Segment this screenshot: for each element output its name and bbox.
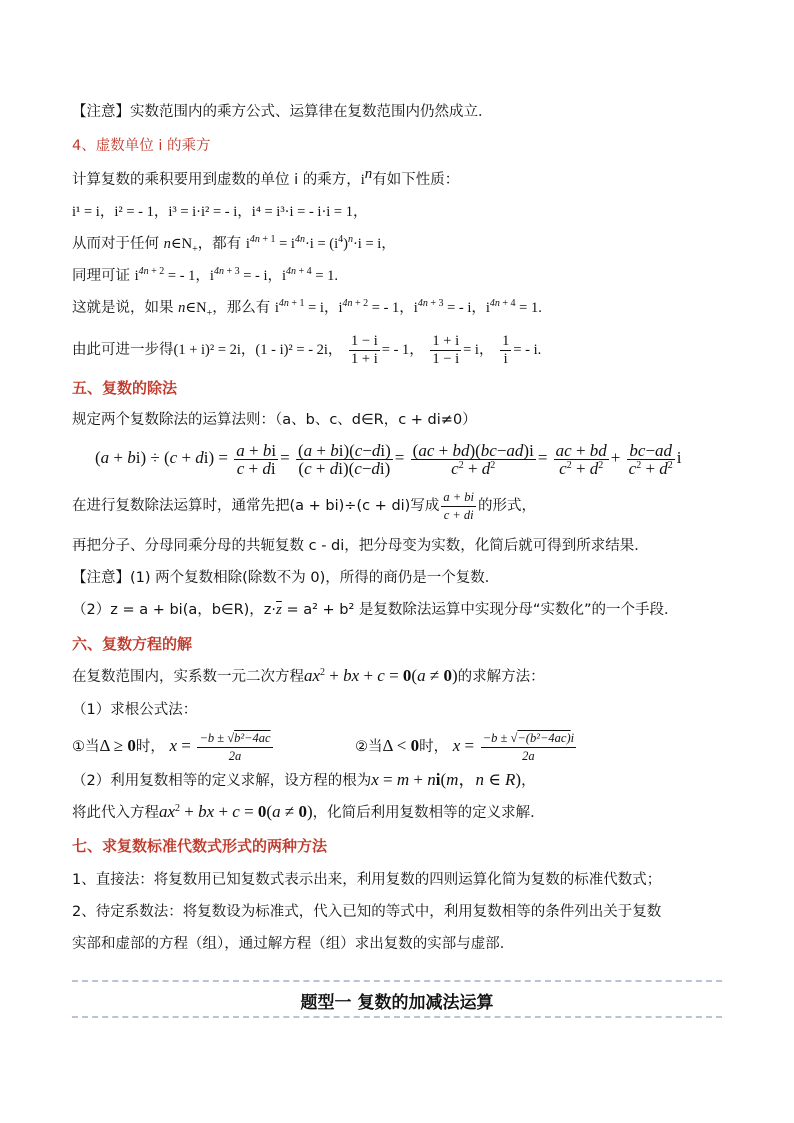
summary-line [72, 298, 542, 324]
case1-text2: 时， [135, 739, 165, 755]
z-bar-symbol: $\overline{z}$ [276, 602, 282, 618]
division-note1: 【注意】(1) 两个复数相除(除数不为 0)，所得的商仍是一个复数． [72, 570, 500, 586]
fraction-1: $\frac{1 - i}{1 + i}$ [351, 332, 378, 367]
method-direct: 1、直接法：将复数用已知复数式表示出来，利用复数的四则运算化简为复数的标准代数式； [72, 872, 662, 888]
any-n-text: 从而对于任何 [72, 236, 159, 252]
subst-text2: ，化简后利用复数相等的定义求解． [312, 805, 545, 821]
case2-text2: 时， [419, 739, 449, 755]
summary-formula: $i^{4n + 1} = i$，$i^{4n + 2}$ = - 1，$i^{4n + 3}$ = - i，$i^{4n + 4} = 1$. [274, 298, 542, 316]
further-line: 由此可进一步得(1 + i)² = 2i，(1 - i)² = - 2i， $\frac{1 - i}{1 + i}$ = - 1， $\frac{1 + i}{1 - i}$ = i， $\frac{1}{i}$ = - i. [72, 332, 542, 367]
any-n-text2: ，都有 [197, 236, 242, 252]
i-n-symbol: $i^n$ [360, 166, 373, 188]
method-undetermined-cont: 实部和虚部的方程（组），通过解方程（组）求出复数的实部与虚部． [72, 936, 515, 952]
method2 [72, 770, 536, 791]
summary-cond: $n\in N_+$ [178, 300, 213, 319]
section4-heading: 4、虚数单位 i 的乘方 [72, 138, 211, 154]
root-formula-complex: $\frac{\text{−b ± √−(b²−4ac)i}}{2a}$ [482, 730, 575, 763]
summary-text: 这就是说，如果 [72, 300, 174, 316]
root-form: x = m + ni(m，n ∈ R) [371, 770, 522, 789]
same-proof-line [72, 266, 338, 286]
quadratic-eq: $ax^2$ + bx + c = 0(a ≠ 0) [304, 666, 458, 685]
intro-text-end: 有如下性质： [372, 172, 460, 188]
division-formula: (a + bi) ÷ (c + di) = $\frac{a + bi}{c + di}$ = $\frac{(a + bi)(c-di)}{(c + di)(c-di)}$ = $\frac{(ac + bd)(bc-ad)i}{c^2 + d^2}$ = $\frac{ac + bd}{c^2 + d^2}$ + $\frac{bc-ad}{c^2 + d^2}$ i [95, 440, 682, 478]
substitute-line [72, 802, 545, 823]
section6-heading: 六、复数方程的解 [72, 635, 193, 653]
section7-heading: 七、求复数标准代数式形式的两种方法 [72, 837, 328, 855]
divide-line [72, 488, 536, 524]
note2-text2: = a² + b² 是复数除法运算中实现分母“实数化”的一个手段． [281, 602, 679, 618]
divide-fraction: $\frac{a + bi}{c + di}$ [443, 489, 475, 522]
any-n-line [72, 234, 396, 260]
powers-line: i¹ = i，i² = - 1，i³ = i·i² = - i，i⁴ = i³·i = - i·i = 1， [72, 204, 368, 220]
case1: ①当Δ ≥ 0时， x = $\frac{\text{−b ± √b²−4ac}}{2a}$ [72, 730, 271, 763]
method1-label: （1）求根公式法： [72, 702, 198, 718]
conjugate-line: 再把分子、分母同乘分母的共轭复数 c - di，把分母变为实数，化简后就可得到所求结果． [72, 538, 649, 554]
case2: ②当Δ < 0时， x = $\frac{\text{−b ± √−(b²−4ac)i}}{2a}$ [355, 730, 575, 763]
note2-text: （2）z = a + bi(a，b∈R)，z· [72, 602, 277, 618]
further-text: 由此可进一步得(1 + i)² = 2i，(1 - i)² = - 2i， [72, 342, 343, 358]
fraction-3: $\frac{1}{i}$ [502, 332, 510, 367]
section4-intro [72, 166, 460, 190]
fraction-2: $\frac{1 + i}{1 - i}$ [432, 332, 460, 367]
method-undetermined: 2、待定系数法：将复数设为标准式，代入已知的等式中，利用复数相等的条件列出关于复数 [72, 904, 662, 920]
note-realrange: 【注意】实数范围内的乘方公式、运算律在复数范围内仍然成立． [72, 104, 493, 120]
same-proof-formula: $i^{4n + 2}$ = - 1，$i^{4n + 3}$ = - i，$i^{4n + 4} = 1$. [134, 266, 338, 284]
any-n-formula: $n\in N_+$ [163, 236, 198, 255]
divider-bottom [72, 1016, 722, 1018]
divide-text: 在进行复数除法运算时，通常先把(a + bi)÷(c + di)写成 [72, 498, 440, 514]
eq-intro-text2: 的求解方法： [457, 669, 545, 685]
division-note2 [72, 600, 678, 620]
root-formula-real: $\frac{\text{−b ± √b²−4ac}}{2a}$ [199, 730, 271, 763]
quadratic-eq-2: $ax^2$ + bx + c = 0(a ≠ 0) [159, 802, 313, 821]
question-type-title: 题型一 复数的加减法运算 [300, 993, 494, 1013]
equation-intro [72, 666, 545, 687]
division-rule: 规定两个复数除法的运算法则：（a、b、c、d∈R，c + di≠0） [72, 412, 477, 428]
case1-text: ①当 [72, 739, 100, 755]
section5-heading: 五、复数的除法 [72, 379, 178, 397]
summary-text2: ，那么有 [212, 300, 271, 316]
divide-text2: 的形式， [478, 498, 537, 514]
same-proof-text: 同理可证 [72, 268, 130, 284]
method2-text2: ， [521, 773, 536, 789]
intro-text: 计算复数的乘积要用到虚数的单位 i 的乘方， [72, 172, 361, 188]
any-n-formula2: $i^{4n + 1} = i^{4n}\cdot i = (i^4)^n\cdot i = i$， [245, 234, 396, 252]
divider-top [72, 980, 722, 982]
method2-text: （2）利用复数相等的定义求解，设方程的根为 [72, 773, 372, 789]
case2-text: ②当 [355, 739, 383, 755]
eq-intro-text: 在复数范围内，实系数一元二次方程 [72, 669, 304, 685]
subst-text: 将此代入方程 [72, 805, 159, 821]
